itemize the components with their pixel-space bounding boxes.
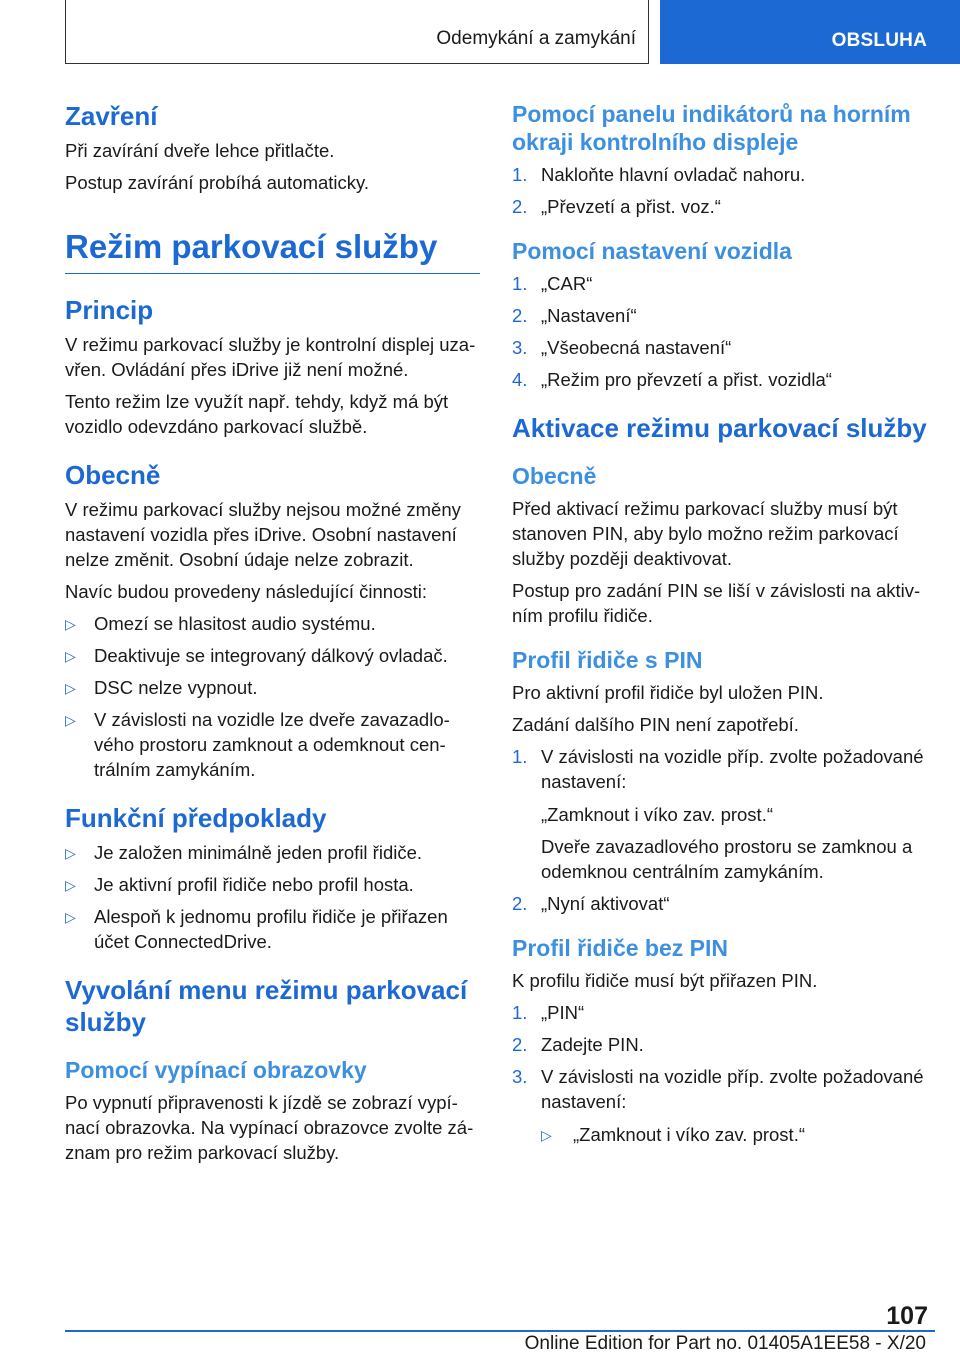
list-item: ▷ Deaktivuje se integrovaný dálkový ovladač. <box>65 643 480 668</box>
nopin-steps <box>512 1000 932 1147</box>
bullet-triangle-icon: ▷ <box>65 680 76 696</box>
list-item: ▷ Je založen minimálně jeden profil řidiče. <box>65 840 480 865</box>
closing-text-1: Při zavírání dveře lehce přitlačte. <box>65 140 335 161</box>
list-item: ▷ Omezí se hlasitost audio systému. <box>65 611 480 636</box>
settings-steps <box>512 271 932 392</box>
header-chapter-label: OBSLUHA <box>831 30 927 51</box>
header-chapter-tab <box>660 0 960 64</box>
bullet-triangle-icon: ▷ <box>65 712 76 728</box>
nopin-text: K profilu řidiče musí být přiřazen PIN. <box>512 970 818 991</box>
heading-activate-valet: Aktivace režimu parkovací služby <box>512 413 927 443</box>
list-item: 1. V závislosti na vozidle příp. zvolte požadované nastavení: „Zamknout i víko zav. prost.“ Dveře zavazadlového prostoru se zamknou a odemknou centrálním zamykáním. <box>512 744 932 884</box>
list-item: 1. „PIN“ <box>512 1002 585 1023</box>
heading-closing: Zavření <box>65 101 158 131</box>
general-text-2: Navíc budou provedeny následující činnosti: <box>65 581 427 602</box>
list-item: 2. „Převzetí a přist. voz.“ <box>512 196 721 217</box>
list-item: 3. „Všeobecná nastavení“ <box>512 337 732 358</box>
list-item: 3. V závislosti na vozidle příp. zvolte požadované nastavení: ▷ „Zamknout i víko zav. prost.“ <box>512 1064 932 1147</box>
list-item: 1. Nakloňte hlavní ovladač nahoru. <box>512 164 806 185</box>
footer-divider <box>65 1330 935 1332</box>
bullet-triangle-icon: ▷ <box>65 648 76 664</box>
heading-requirements: Funkční předpoklady <box>65 803 327 833</box>
heading-profile-with-pin: Profil řidiče s PIN <box>512 647 703 673</box>
right-column <box>512 100 932 1154</box>
heading-valet-mode: Režim parkovací služby <box>65 227 480 274</box>
requirements-list <box>65 840 480 954</box>
page-number: 107 <box>886 1302 928 1330</box>
bullet-triangle-icon: ▷ <box>65 616 76 632</box>
bullet-triangle-icon: ▷ <box>65 877 76 893</box>
heading-status-panel: Pomocí panelu indikátorů na horním okraji kontrolního displeje <box>512 101 911 155</box>
list-item: ▷ DSC nelze vypnout. <box>65 675 480 700</box>
pin-text-2: Zadání dalšího PIN není zapotřebí. <box>512 714 799 735</box>
principle-text-2: Tento režim lze využít např. tehdy, když má být vozidlo odevzdáno parkovací službě. <box>65 391 449 437</box>
left-column <box>65 100 480 1172</box>
list-item: ▷ V závislosti na vozidle lze dveře zavazadlového prostoru zamknout a odemknout centrálním zamykáním. <box>65 709 450 780</box>
heading-switch-off-screen: Pomocí vypínací obrazovky <box>65 1057 367 1083</box>
heading-profile-without-pin: Profil řidiče bez PIN <box>512 935 728 961</box>
list-item: ▷ „Zamknout i víko zav. prost.“ <box>541 1122 932 1147</box>
heading-general-right: Obecně <box>512 463 597 489</box>
list-item: 2. „Nastavení“ <box>512 305 637 326</box>
list-item: 1. „CAR“ <box>512 273 593 294</box>
principle-text-1: V režimu parkovací služby je kontrolní displej uzavřen. Ovládání přes iDrive již není možné. <box>65 334 476 380</box>
switch-off-text: Po vypnutí připravenosti k jízdě se zobrazí vypínací obrazovka. Na vypínací obrazovce zvolte záznam pro režim parkovací služby. <box>65 1092 474 1163</box>
list-item: 4. „Režim pro převzetí a přist. vozidla“ <box>512 369 832 390</box>
nopin-step3-options <box>541 1122 932 1147</box>
bullet-triangle-icon: ▷ <box>65 845 76 861</box>
general-text-1: V režimu parkovací služby nejsou možné změny nastavení vozidla přes iDrive. Osobní nastavení nelze změnit. Osobní údaje nelze zobrazit. <box>65 499 461 570</box>
heading-open-menu: Vyvolání menu režimu parkovací služby <box>65 975 468 1037</box>
footer-edition: Online Edition for Part no. 01405A1EE58 - X/20 <box>524 1333 926 1354</box>
activate-text-2: Postup pro zadání PIN se liší v závislosti na aktivním profilu řidiče. <box>512 580 921 626</box>
heading-vehicle-settings: Pomocí nastavení vozidla <box>512 238 792 264</box>
panel-steps <box>512 162 932 219</box>
list-item: ▷ Alespoň k jednomu profilu řidiče je přiřazen účet ConnectedDrive. <box>65 906 448 952</box>
list-item: ▷ Je aktivní profil řidiče nebo profil hosta. <box>65 872 480 897</box>
closing-text-2: Postup zavírání probíhá automaticky. <box>65 172 370 193</box>
bullet-triangle-icon: ▷ <box>65 909 76 925</box>
list-item: 2. Zadejte PIN. <box>512 1034 644 1055</box>
pin-step1-option: „Zamknout i víko zav. prost.“ <box>541 804 773 825</box>
heading-general: Obecně <box>65 460 161 490</box>
pin-steps <box>512 744 932 916</box>
list-item: 2. „Nyní aktivovat“ <box>512 893 670 914</box>
header-section-title: Odemykání a zamykání <box>436 28 636 49</box>
bullet-triangle-icon: ▷ <box>541 1127 552 1143</box>
activate-text-1: Před aktivací režimu parkovací služby musí být stanoven PIN, aby bylo možno režim parkovací služby později deaktivovat. <box>512 498 899 569</box>
pin-text-1: Pro aktivní profil řidiče byl uložen PIN. <box>512 682 824 703</box>
heading-principle: Princip <box>65 295 154 325</box>
pin-step1-note: Dveře zavazadlového prostoru se zamknou a odemknou centrálním zamykáním. <box>541 836 913 882</box>
general-list <box>65 611 480 782</box>
header-section-box <box>65 0 649 64</box>
